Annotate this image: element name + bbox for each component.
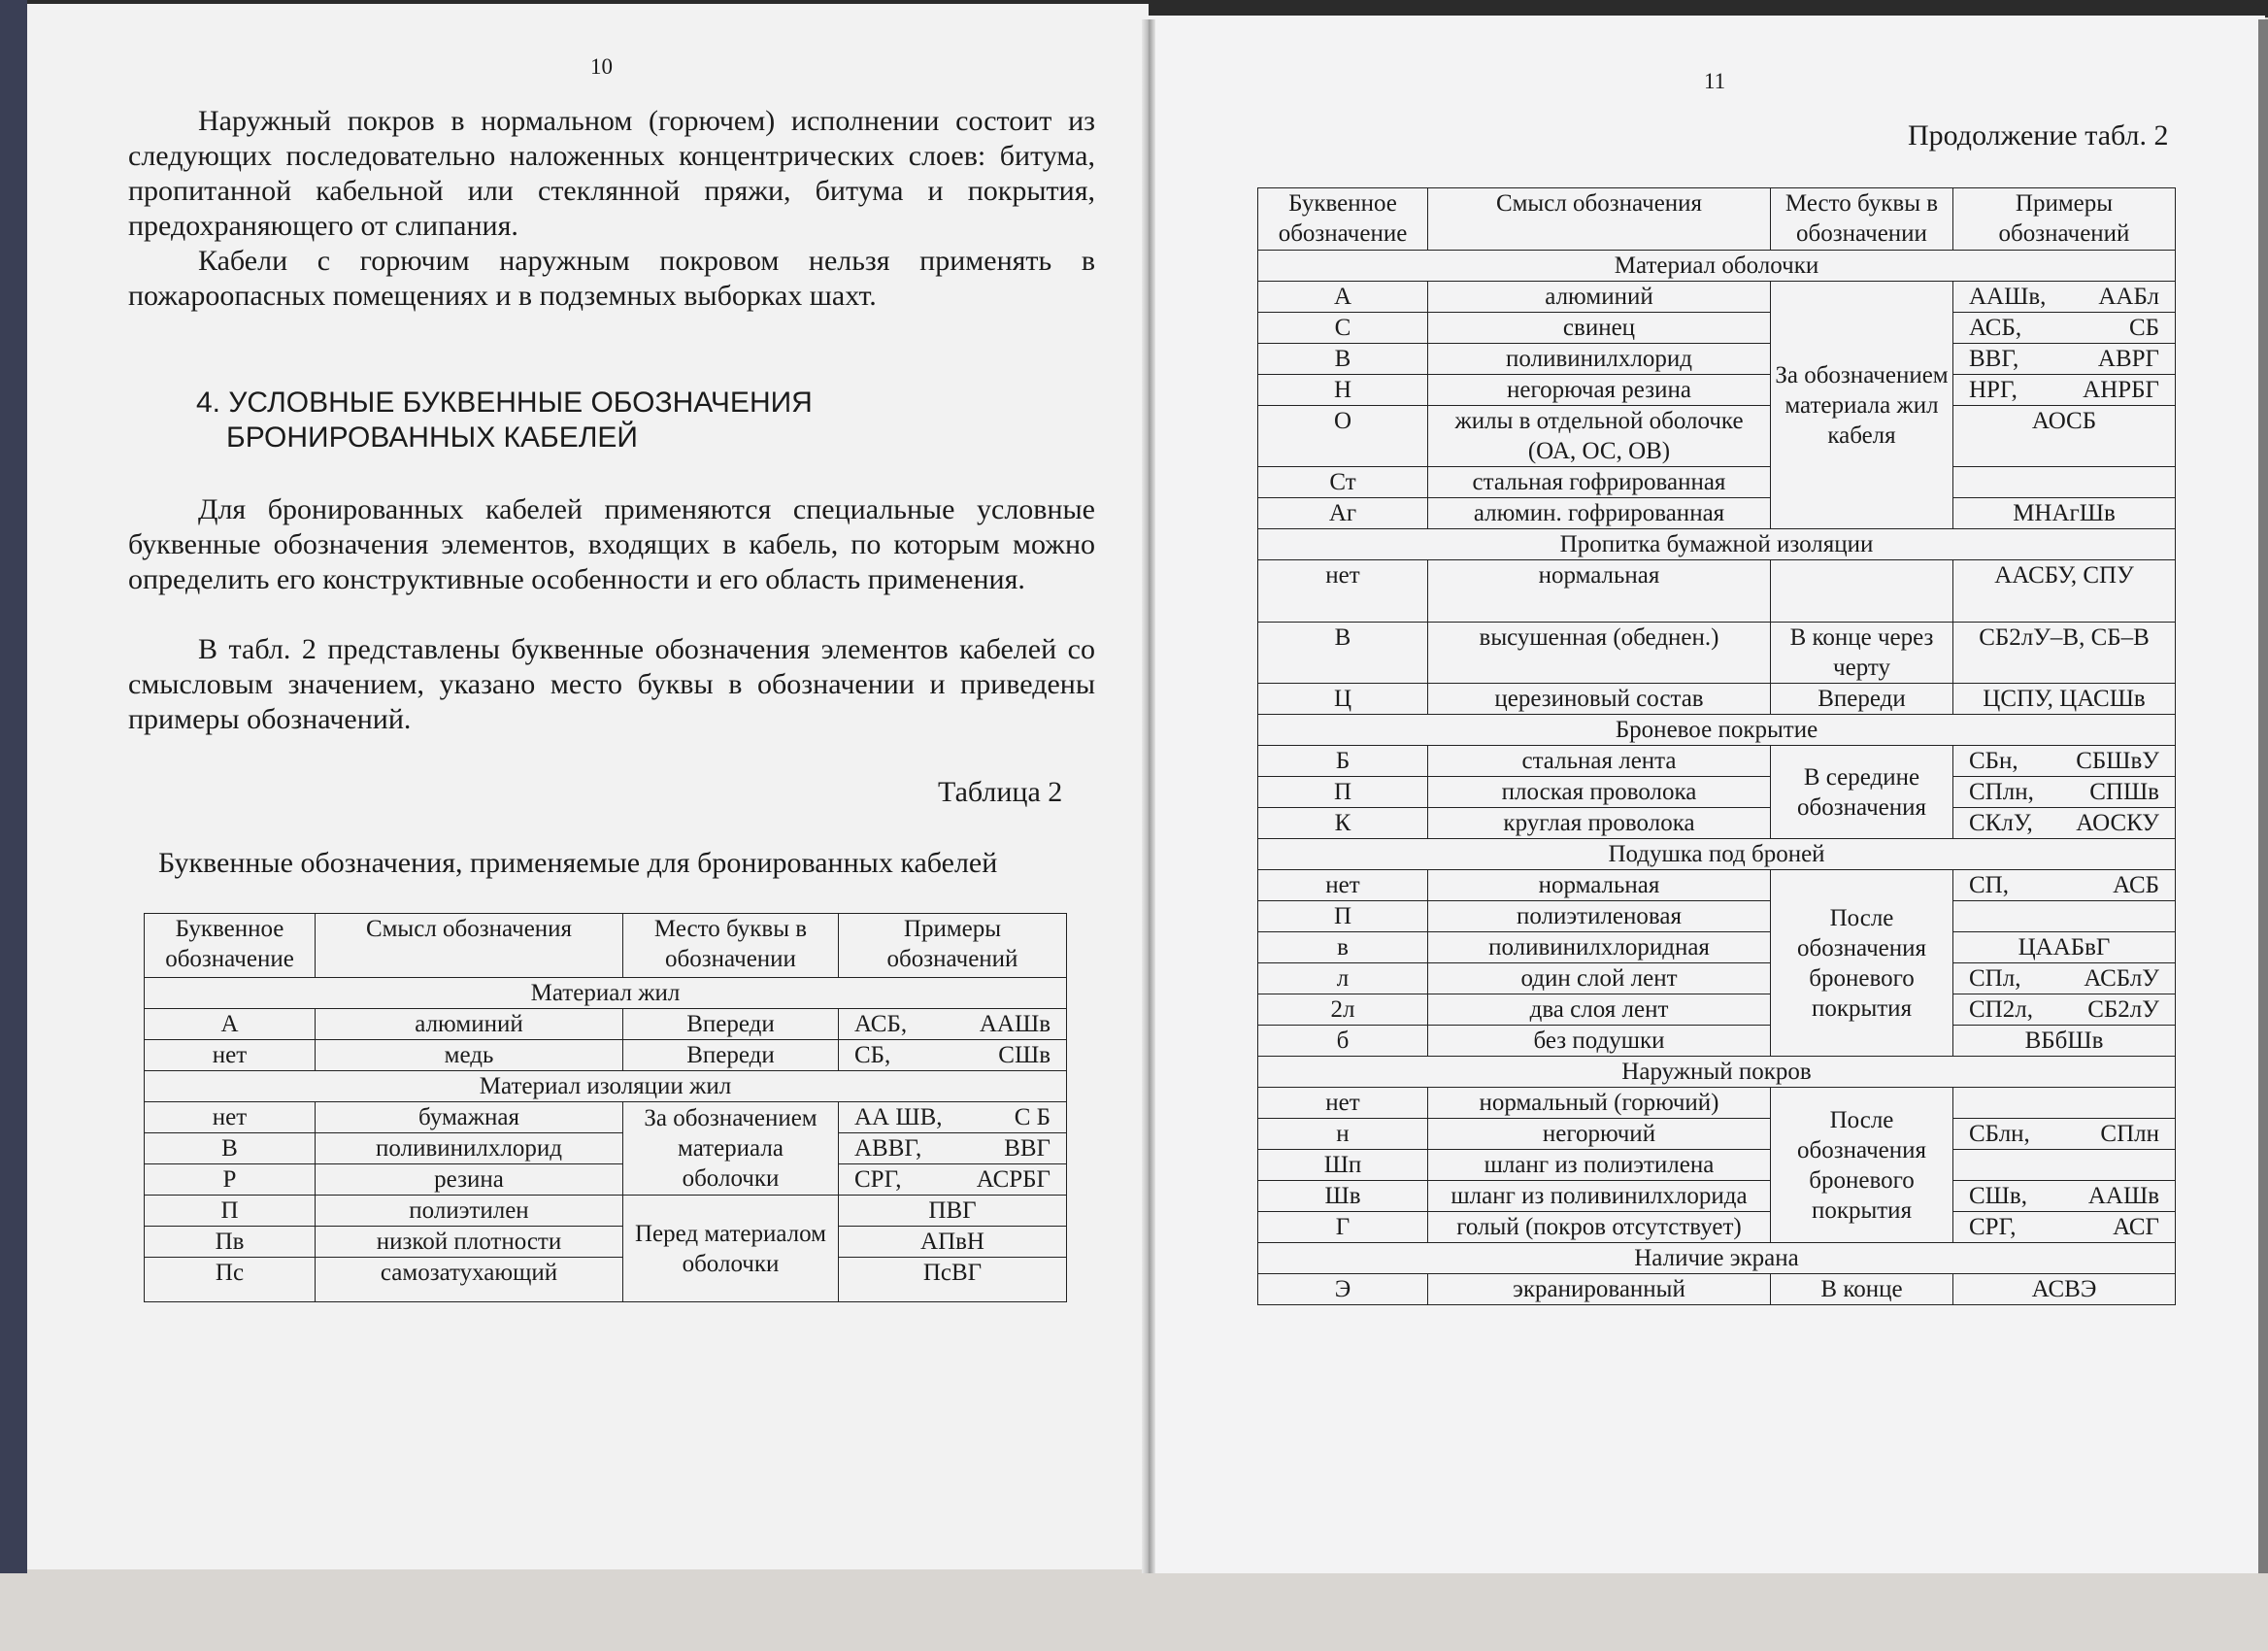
example-cell: ПсВГ (839, 1258, 1067, 1302)
place-cell: За обозначением материала жил кабеля (1771, 282, 1953, 529)
example-cell (839, 1133, 1067, 1164)
section-title: Материал изоляции жил (145, 1071, 1067, 1102)
section-row (145, 978, 1067, 1009)
place-cell: После обозначения броневого покрытия (1771, 1088, 1953, 1243)
code-cell: К (1258, 808, 1428, 839)
meaning-cell: низкой плотности (316, 1227, 623, 1258)
example: ААБл (2098, 284, 2159, 310)
example-cell: ПВГ (839, 1196, 1067, 1227)
table-continuation-label: Продолжение табл. 2 (1908, 119, 2169, 152)
example: СПлн, (1969, 779, 2034, 805)
header-cell: Примеры обозначений (1953, 188, 2176, 251)
meaning-cell: алюминий (316, 1009, 623, 1040)
example-cell: МНАгШв (1953, 498, 2176, 529)
code-cell: А (1258, 282, 1428, 313)
example-cell (1953, 777, 2176, 808)
table-row (1258, 344, 2176, 375)
meaning-cell: голый (покров отсутствует) (1428, 1212, 1771, 1243)
example: СБлн, (1969, 1121, 2030, 1147)
table-header-row (145, 914, 1067, 978)
example-cell: АОСБ (1953, 406, 2176, 467)
meaning-cell: резина (316, 1164, 623, 1196)
header-cell: Место буквы в обозначении (1771, 188, 1953, 251)
header-cell: Примеры обозначений (839, 914, 1067, 978)
table-row (1258, 1181, 2176, 1212)
place-cell: Впереди (1771, 684, 1953, 715)
place-cell: Перед материалом оболочки (623, 1196, 839, 1302)
meaning-cell: полиэтилен (316, 1196, 623, 1227)
section-title: Материал оболочки (1258, 251, 2176, 282)
meaning-cell: негорючий (1428, 1119, 1771, 1150)
place-cell: После обозначения броневого покрытия (1771, 870, 1953, 1057)
example-cell (1953, 1150, 2176, 1181)
example: АНРБГ (2083, 377, 2159, 403)
example-cell (1953, 1212, 2176, 1243)
example: СБ, (854, 1042, 891, 1068)
code-cell: н (1258, 1119, 1428, 1150)
code-cell: П (1258, 901, 1428, 932)
example: СКлУ, (1969, 810, 2033, 836)
meaning-cell: поливинилхлоридная (1428, 932, 1771, 963)
table-row (1258, 932, 2176, 963)
example-cell (1953, 901, 2176, 932)
section-row (1258, 839, 2176, 870)
code-cell: П (1258, 777, 1428, 808)
meaning-cell: свинец (1428, 313, 1771, 344)
example-cell (839, 1164, 1067, 1196)
meaning-cell: нормальная (1428, 870, 1771, 901)
place-cell: В конце через черту (1771, 623, 1953, 684)
table-row (145, 1040, 1067, 1071)
example: ААШв (2087, 1183, 2159, 1209)
table-row (1258, 498, 2176, 529)
example-cell (1953, 808, 2176, 839)
paragraph: Наружный покров в нормальном (горючем) исполнении состоит из следующих последовательно наложенных концентрических слоев: битума, пропитанной кабельной или стеклянной пряжи, битума и покрытия, предохраняющего от слипания. (128, 105, 1095, 242)
paragraph: Кабели с горючим наружным покровом нельзя применять в пожароопасных помещениях и в подземных выборках шахт. (128, 245, 1095, 312)
section-title: Наличие экрана (1258, 1243, 2176, 1274)
example-cell (1953, 1088, 2176, 1119)
table-row (1258, 777, 2176, 808)
table-row (1258, 1212, 2176, 1243)
meaning-cell: нормальная (1428, 560, 1771, 623)
example: СШв, (1969, 1183, 2027, 1209)
example-cell (1953, 994, 2176, 1026)
table-row (1258, 808, 2176, 839)
example: АА ШВ, (854, 1104, 943, 1130)
example-cell: ВБбШв (1953, 1026, 2176, 1057)
example: С Б (1014, 1104, 1051, 1130)
meaning-cell: высушенная (обеднен.) (1428, 623, 1771, 684)
table-row (1258, 746, 2176, 777)
code-cell: Шп (1258, 1150, 1428, 1181)
section-title: Подушка под броней (1258, 839, 2176, 870)
section-title: Наружный покров (1258, 1057, 2176, 1088)
meaning-cell: без подушки (1428, 1026, 1771, 1057)
code-cell: Б (1258, 746, 1428, 777)
place-cell: Впереди (623, 1009, 839, 1040)
example-cell: ААСБУ, СПУ (1953, 560, 2176, 623)
code-cell: нет (1258, 870, 1428, 901)
example: СП2л, (1969, 996, 2033, 1023)
section-heading-line-1: 4. УСЛОВНЫЕ БУКВЕННЫЕ ОБОЗНАЧЕНИЯ (196, 387, 813, 419)
code-cell: В (145, 1133, 316, 1164)
table-row (1258, 282, 2176, 313)
example: СРГ, (854, 1166, 902, 1193)
code-cell: Ст (1258, 467, 1428, 498)
example: СРГ, (1969, 1214, 2017, 1240)
meaning-cell: один слой лент (1428, 963, 1771, 994)
table-row (1258, 406, 2176, 467)
example: ААШв (979, 1011, 1051, 1037)
section-title: Материал жил (145, 978, 1067, 1009)
example: ВВГ, (1969, 346, 2019, 372)
code-cell: Р (145, 1164, 316, 1196)
header-cell: Буквенное обозначение (1258, 188, 1428, 251)
example: ВВГ (1004, 1135, 1051, 1162)
table-row (1258, 375, 2176, 406)
table-row (145, 1258, 1067, 1302)
example-cell (1953, 870, 2176, 901)
code-cell: Пв (145, 1227, 316, 1258)
example-cell: СБ2лУ–В, СБ–В (1953, 623, 2176, 684)
example: АОСКУ (2076, 810, 2159, 836)
section-heading-line-2: БРОНИРОВАННЫХ КАБЕЛЕЙ (226, 421, 638, 454)
example: СПл, (1969, 965, 2021, 992)
code-cell: В (1258, 623, 1428, 684)
example: АВВГ, (854, 1135, 922, 1162)
meaning-cell: полиэтиленовая (1428, 901, 1771, 932)
armored-cable-designations-table-continued (1257, 187, 2176, 1305)
code-cell: В (1258, 344, 1428, 375)
example-cell (839, 1102, 1067, 1133)
example: АСБ, (1969, 315, 2022, 341)
example: СБ (2128, 315, 2159, 341)
meaning-cell: нормальный (горючий) (1428, 1088, 1771, 1119)
example-cell: АПвН (839, 1227, 1067, 1258)
table-row (1258, 313, 2176, 344)
section-row (1258, 529, 2176, 560)
section-row (145, 1071, 1067, 1102)
example-cell (1953, 1119, 2176, 1150)
meaning-cell: экранированный (1428, 1274, 1771, 1305)
section-title: Броневое покрытие (1258, 715, 2176, 746)
example: СБн, (1969, 748, 2018, 774)
code-cell: в (1258, 932, 1428, 963)
example: АСРБГ (976, 1166, 1051, 1193)
example: НРГ, (1969, 377, 2018, 403)
scan-left-edge (0, 0, 27, 1573)
place-cell: В середине обозначения (1771, 746, 1953, 839)
example: АВРГ (2097, 346, 2159, 372)
table-header-row (1258, 188, 2176, 251)
example-cell (1953, 467, 2176, 498)
code-cell: С (1258, 313, 1428, 344)
table-row (145, 1009, 1067, 1040)
meaning-cell: негорючая резина (1428, 375, 1771, 406)
paragraph: В табл. 2 представлены буквенные обозначения элементов кабелей со смысловым значением, указано место буквы в обозначении и приведены примеры обозначений. (128, 633, 1095, 735)
example-cell (1953, 746, 2176, 777)
code-cell: Аг (1258, 498, 1428, 529)
table-row (1258, 560, 2176, 623)
table-row (1258, 1274, 2176, 1305)
meaning-cell: самозатухающий (316, 1258, 623, 1302)
example-cell: ЦСПУ, ЦАСШв (1953, 684, 2176, 715)
example-cell (1953, 963, 2176, 994)
place-cell (1771, 560, 1953, 623)
example-cell (839, 1009, 1067, 1040)
table-row (1258, 467, 2176, 498)
meaning-cell: круглая проволока (1428, 808, 1771, 839)
table-row (145, 1102, 1067, 1133)
header-cell: Смысл обозначения (316, 914, 623, 978)
code-cell: нет (145, 1102, 316, 1133)
meaning-cell: шланг из полиэтилена (1428, 1150, 1771, 1181)
book-spine (1142, 19, 1155, 1573)
example: ААШв, (1969, 284, 2047, 310)
place-cell: В конце (1771, 1274, 1953, 1305)
example: АСБлУ (2084, 965, 2159, 992)
meaning-cell: алюмин. гофрированная (1428, 498, 1771, 529)
example-cell (1953, 375, 2176, 406)
table-row (1258, 1150, 2176, 1181)
example: СПШв (2089, 779, 2159, 805)
meaning-cell: бумажная (316, 1102, 623, 1133)
section-row (1258, 715, 2176, 746)
example: СБ2лУ (2087, 996, 2159, 1023)
header-cell: Буквенное обозначение (145, 914, 316, 978)
code-cell: Пс (145, 1258, 316, 1302)
left-page (27, 4, 1149, 1569)
table-title: Буквенные обозначения, применяемые для бронированных кабелей (158, 847, 998, 879)
example-cell: ЦААБвГ (1953, 932, 2176, 963)
code-cell: О (1258, 406, 1428, 467)
example: АСГ (2113, 1214, 2159, 1240)
table-row (1258, 1026, 2176, 1057)
table-row (1258, 901, 2176, 932)
table-row (145, 1164, 1067, 1196)
example: СП, (1969, 872, 2009, 898)
example-cell (839, 1040, 1067, 1071)
code-cell: П (145, 1196, 316, 1227)
meaning-cell: стальная лента (1428, 746, 1771, 777)
code-cell: нет (1258, 1088, 1428, 1119)
code-cell: Шв (1258, 1181, 1428, 1212)
code-cell: 2л (1258, 994, 1428, 1026)
table-row (145, 1196, 1067, 1227)
page-number: 10 (590, 54, 613, 79)
place-cell: За обозначением материала оболочки (623, 1102, 839, 1196)
example: СШв (998, 1042, 1051, 1068)
example-cell (1953, 282, 2176, 313)
example-cell: АСВЭ (1953, 1274, 2176, 1305)
meaning-cell: церезиновый состав (1428, 684, 1771, 715)
meaning-cell: стальная гофрированная (1428, 467, 1771, 498)
table-row (145, 1133, 1067, 1164)
example: СБШвУ (2076, 748, 2159, 774)
meaning-cell: жилы в отдельной оболочке (ОА, ОС, ОВ) (1428, 406, 1771, 467)
meaning-cell: поливинилхлорид (1428, 344, 1771, 375)
paragraph: Для бронированных кабелей применяются специальные условные буквенные обозначения элементов, входящих в кабель, по которым можно определить его конструктивные особенности и его область применения. (128, 493, 1095, 595)
meaning-cell: поливинилхлорид (316, 1133, 623, 1164)
code-cell: Г (1258, 1212, 1428, 1243)
code-cell: Н (1258, 375, 1428, 406)
meaning-cell: два слоя лент (1428, 994, 1771, 1026)
table-row (145, 1227, 1067, 1258)
code-cell: б (1258, 1026, 1428, 1057)
example: АСБ (2113, 872, 2159, 898)
code-cell: нет (1258, 560, 1428, 623)
table-row (1258, 870, 2176, 901)
code-cell: л (1258, 963, 1428, 994)
armored-cable-designations-table (144, 913, 1067, 1302)
code-cell: нет (145, 1040, 316, 1071)
section-row (1258, 1057, 2176, 1088)
table-row (1258, 994, 2176, 1026)
example-cell (1953, 313, 2176, 344)
page-number: 11 (1704, 69, 1726, 93)
scan-right-edge (2258, 19, 2268, 1573)
code-cell: А (145, 1009, 316, 1040)
meaning-cell: шланг из поливинилхлорида (1428, 1181, 1771, 1212)
section-title: Пропитка бумажной изоляции (1258, 529, 2176, 560)
code-cell: Ц (1258, 684, 1428, 715)
section-row (1258, 1243, 2176, 1274)
example: АСБ, (854, 1011, 908, 1037)
meaning-cell: медь (316, 1040, 623, 1071)
example-cell (1953, 1181, 2176, 1212)
table-row (1258, 684, 2176, 715)
section-row (1258, 251, 2176, 282)
header-cell: Смысл обозначения (1428, 188, 1771, 251)
example-cell (1953, 344, 2176, 375)
place-cell: Впереди (623, 1040, 839, 1071)
meaning-cell: плоская проволока (1428, 777, 1771, 808)
table-row (1258, 963, 2176, 994)
meaning-cell: алюминий (1428, 282, 1771, 313)
table-row (1258, 623, 2176, 684)
code-cell: Э (1258, 1274, 1428, 1305)
example: СПлн (2100, 1121, 2159, 1147)
header-cell: Место буквы в обозначении (623, 914, 839, 978)
table-label: Таблица 2 (938, 776, 1063, 808)
table-row (1258, 1088, 2176, 1119)
table-row (1258, 1119, 2176, 1150)
